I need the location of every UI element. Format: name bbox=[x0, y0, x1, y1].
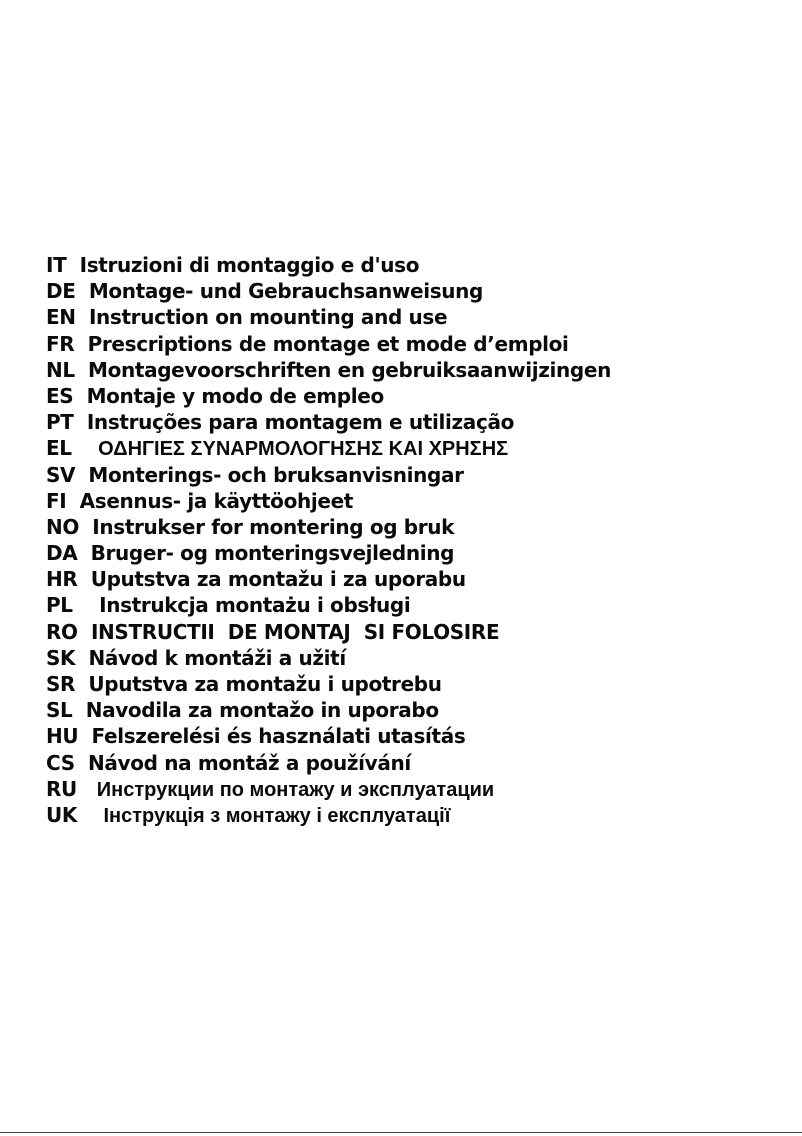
language-code: UK bbox=[46, 802, 78, 827]
language-title: Prescriptions de montage et mode d’emploi bbox=[87, 331, 569, 356]
language-code: RO bbox=[46, 619, 78, 644]
language-code: HR bbox=[46, 567, 78, 592]
language-line-fr bbox=[46, 331, 611, 357]
language-title: Návod na montáž a používání bbox=[88, 750, 411, 775]
language-list bbox=[46, 252, 611, 828]
language-title: Інструкція з монтажу і експлуатації bbox=[103, 804, 451, 827]
language-title: Инструкции по монтажу и эксплуатации bbox=[96, 778, 495, 801]
language-code: EL bbox=[46, 436, 72, 461]
language-code: HU bbox=[46, 724, 79, 749]
language-line-fi bbox=[46, 488, 611, 514]
language-line-no bbox=[46, 514, 611, 540]
language-title: Montagevoorschriften en gebruiksaanwijzingen bbox=[88, 357, 611, 382]
language-line-it bbox=[46, 252, 611, 278]
language-line-sv bbox=[46, 462, 611, 488]
language-code: EN bbox=[46, 305, 76, 330]
language-title: ΟΔΗΓΙΕΣ ΣΥΝΑΡΜΟΛΟΓΗΣΗΣ ΚΑΙ ΧΡΗΣΗΣ bbox=[98, 438, 509, 461]
language-line-hu bbox=[46, 723, 611, 749]
language-title: Instrukser for montering og bruk bbox=[92, 514, 455, 539]
language-title: Felszerelési és használati utasítás bbox=[91, 724, 466, 749]
language-title: Instruction on mounting and use bbox=[88, 305, 448, 330]
language-code: CS bbox=[46, 750, 75, 775]
language-code: PT bbox=[46, 410, 74, 435]
language-line-es bbox=[46, 383, 611, 409]
language-line-pt bbox=[46, 409, 611, 435]
language-code: PL bbox=[46, 593, 73, 618]
language-title: Návod k montáži a užití bbox=[88, 645, 346, 670]
language-title: Montaje y modo de empleo bbox=[86, 383, 384, 408]
language-title: Uputstva za montažu i upotrebu bbox=[88, 672, 442, 696]
language-code: NL bbox=[46, 357, 75, 382]
language-title: Monterings- och bruksanvisningar bbox=[88, 462, 464, 487]
language-line-cs bbox=[46, 750, 611, 776]
language-line-sk bbox=[46, 645, 611, 671]
language-title: Uputstva za montažu i za uporabu bbox=[90, 567, 466, 592]
language-code: FR bbox=[46, 331, 75, 356]
language-line-hr bbox=[46, 566, 611, 592]
language-code: ES bbox=[46, 383, 74, 408]
language-title: Instrukcja montażu i obsługi bbox=[99, 593, 411, 618]
language-title: Instruções para montagem e utilização bbox=[86, 410, 514, 435]
language-title: Asennus- ja käyttöohjeet bbox=[79, 488, 353, 513]
language-code: DE bbox=[46, 279, 76, 304]
language-title: Montage- und Gebrauchsanweisung bbox=[88, 279, 484, 304]
language-line-de bbox=[46, 278, 611, 304]
language-line-nl bbox=[46, 357, 611, 383]
bottom-divider bbox=[0, 1132, 802, 1133]
language-line-ro bbox=[46, 619, 611, 645]
language-line-uk bbox=[46, 802, 611, 828]
language-line-pl bbox=[46, 592, 611, 618]
language-code: SV bbox=[46, 462, 76, 487]
language-code: DA bbox=[46, 541, 78, 566]
language-title: Bruger- og monteringsvejledning bbox=[90, 541, 455, 566]
language-line-en bbox=[46, 304, 611, 330]
language-code: FI bbox=[46, 488, 67, 513]
language-title: INSTRUCTII DE MONTAJ SI FOLOSIRE bbox=[90, 619, 500, 644]
language-code: SR bbox=[46, 672, 76, 696]
language-code: NO bbox=[46, 514, 80, 539]
language-title: Navodila za montažo in uporabo bbox=[85, 698, 439, 723]
language-code: SL bbox=[46, 698, 73, 723]
language-line-da bbox=[46, 540, 611, 566]
language-code: IT bbox=[46, 253, 67, 277]
language-code: RU bbox=[46, 776, 77, 801]
language-title: Istruzioni di montaggio e d'uso bbox=[79, 253, 420, 277]
language-line-sl bbox=[46, 697, 611, 723]
language-line-sr bbox=[46, 671, 611, 697]
language-line-ru bbox=[46, 776, 611, 802]
language-code: SK bbox=[46, 645, 76, 670]
language-line-el bbox=[46, 435, 611, 461]
